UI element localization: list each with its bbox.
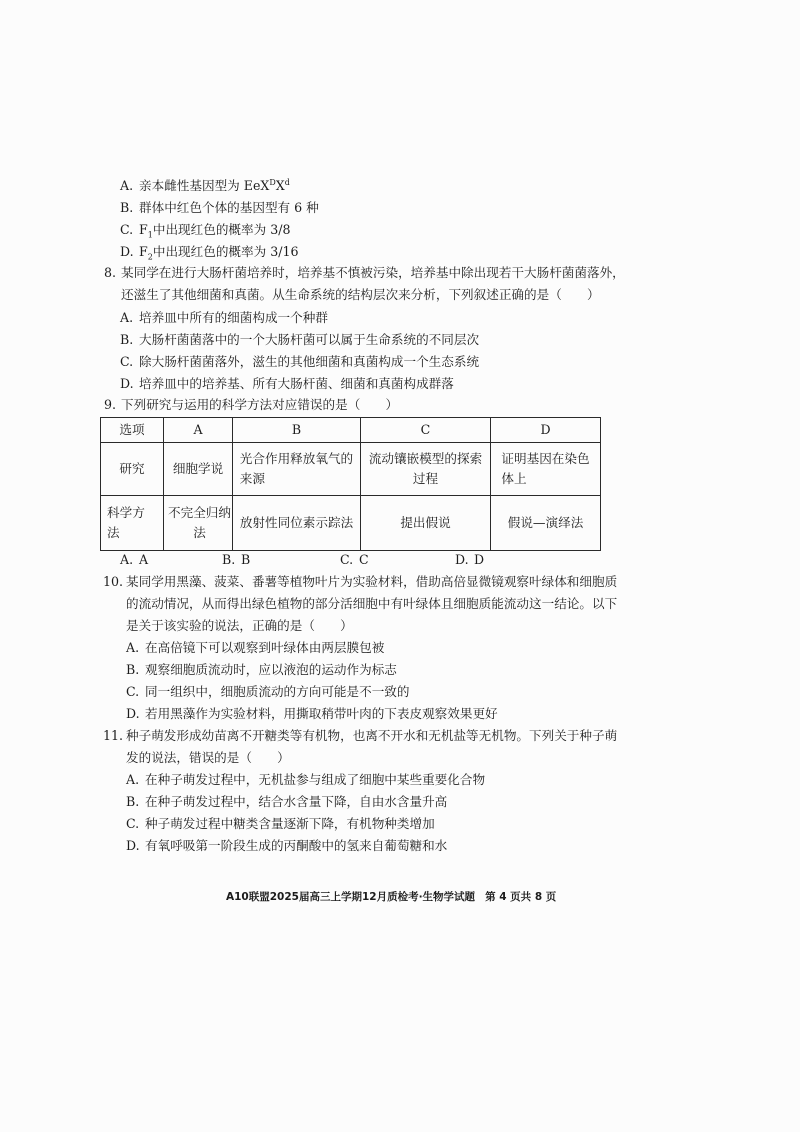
q8-option-c [120, 354, 479, 370]
q7-option-b [120, 200, 319, 216]
option-text: 在高倍镜下可以观察到叶绿体由两层膜包被 [145, 640, 385, 655]
q10-stem-line-2 [126, 596, 617, 612]
cell-text: 选项 [119, 422, 145, 437]
cell-text: 提出假说 [400, 515, 451, 530]
q8-option-d [120, 376, 454, 392]
option-text: 在种子萌发过程中，无机盐参与组成了细胞中某些重要化合物 [145, 772, 486, 787]
cell-text: 假说—演绎法 [507, 515, 584, 530]
option-label: C. [126, 684, 140, 699]
cell-text: B [291, 422, 302, 437]
option-label: B. [126, 662, 140, 677]
footer-title: A10联盟2025届高三上学期12月质检考·生物学试题 [226, 891, 476, 903]
cell-text: 放射性同位素示踪法 [239, 515, 354, 530]
question-number: 8. [104, 265, 117, 280]
q11-option-c [126, 816, 435, 832]
q11-stem-line-2 [126, 750, 290, 766]
table-row-label [101, 443, 164, 496]
option-text: 培养皿中所有的细菌构成一个种群 [139, 310, 328, 325]
question-number: 10. [103, 574, 124, 589]
question-number: 11. [103, 728, 124, 743]
cell-text: 不完全归纳法 [168, 505, 231, 540]
q9-option-d [455, 552, 484, 568]
option-text: B [241, 552, 251, 567]
option-label: B. [222, 552, 236, 567]
cell-text: 科学方法 [107, 505, 145, 540]
q8-option-b [120, 332, 479, 348]
option-text-f: F [139, 244, 148, 259]
cell-text: 研究 [119, 461, 145, 476]
cell-text: A [193, 422, 203, 437]
option-text: 培养皿中的培养基、所有大肠杆菌、细菌和真菌构成群落 [139, 376, 454, 391]
option-text: 种子萌发过程中糖类含量逐渐下降，有机物种类增加 [145, 816, 435, 831]
cell-text: 光合作用释放氧气的来源 [239, 451, 354, 486]
option-text: 群体中红色个体的基因型有 6 种 [139, 200, 319, 215]
cell-text: 流动镶嵌模型的探索过程 [368, 451, 483, 486]
table-cell-c [361, 443, 491, 496]
option-label: C. [340, 552, 354, 567]
q9-option-a [120, 552, 148, 568]
option-label: A. [126, 772, 140, 787]
option-label: A. [120, 310, 134, 325]
option-text: D [474, 552, 485, 567]
table-header-cell-d [491, 418, 601, 443]
q10-stem-line-1 [103, 574, 617, 590]
table-header-cell-c [361, 418, 491, 443]
q10-option-a [126, 640, 384, 656]
option-label: D. [126, 706, 140, 721]
table-header-row [101, 418, 601, 443]
q9-option-c [340, 552, 369, 568]
option-label: D. [455, 552, 469, 567]
option-label: D. [120, 376, 134, 391]
option-label: D. [120, 244, 134, 259]
q8-stem-line-2 [121, 287, 600, 303]
cell-text: C [420, 422, 431, 437]
q7-option-d [120, 244, 298, 260]
option-label: D. [126, 838, 140, 853]
option-text: 中出现红色的概率为 3/8 [152, 222, 291, 237]
table-cell-c [361, 496, 491, 551]
cell-text: D [540, 422, 551, 437]
option-text: C [359, 552, 369, 567]
option-text: 中出现红色的概率为 3/16 [152, 244, 299, 259]
option-text: 同一组织中，细胞质流动的方向可能是不一致的 [145, 684, 410, 699]
stem-text: 某同学用黑藻、菠菜、番薯等植物叶片为实验材料，借助高倍显微镜观察叶绿体和细胞质 [126, 574, 618, 589]
table-cell-a [164, 443, 233, 496]
cell-text: 证明基因在染色体上 [501, 451, 590, 486]
table-cell-d [491, 496, 601, 551]
option-text: A [139, 552, 149, 567]
option-label: A. [120, 178, 134, 193]
option-label: C. [120, 222, 134, 237]
table-header-cell-option [101, 418, 164, 443]
table-row-research [101, 443, 601, 496]
q7-option-a [120, 178, 290, 194]
q10-stem-line-3 [126, 618, 353, 634]
q11-option-b [126, 794, 447, 810]
option-text-x: X [275, 178, 285, 193]
option-text: 观察细胞质流动时，应以液泡的运动作为标志 [145, 662, 397, 677]
superscript-d-lower: d [284, 177, 290, 187]
q11-option-d [126, 838, 447, 854]
stem-text: 还滋生了其他细菌和真菌。从生命系统的结构层次来分析，下列叙述正确的是（ ） [121, 287, 600, 302]
cell-text: 细胞学说 [172, 461, 224, 476]
table-header-cell-b [233, 418, 361, 443]
table-row-label [101, 496, 164, 551]
page-footer [226, 889, 556, 905]
q10-option-b [126, 662, 397, 678]
stem-text: 某同学在进行大肠杆菌培养时，培养基不慎被污染，培养基中除出现若干大肠杆菌菌落外， [121, 265, 625, 280]
q11-option-a [126, 772, 485, 788]
option-text: 若用黑藻作为实验材料，用撕取稍带叶肉的下表皮观察效果更好 [145, 706, 498, 721]
q11-stem-line-1 [103, 728, 617, 744]
option-label: A. [126, 640, 140, 655]
option-text: 在种子萌发过程中，结合水含量下降，自由水含量升高 [145, 794, 448, 809]
option-text: 有氧呼吸第一阶段生成的丙酮酸中的氢来自葡萄糖和水 [145, 838, 448, 853]
option-label: B. [126, 794, 140, 809]
q8-stem-line-1 [104, 265, 625, 281]
option-text: 亲本雌性基因型为 EeX [139, 178, 270, 193]
superscript-d-upper: D [269, 177, 276, 187]
stem-text: 的流动情况，从而得出绿色植物的部分活细胞中有叶绿体且细胞质能流动这一结论。以下 [126, 596, 618, 611]
option-text: 大肠杆菌菌落中的一个大肠杆菌可以属于生命系统的不同层次 [139, 332, 480, 347]
option-text: 除大肠杆菌菌落外，滋生的其他细菌和真菌构成一个生态系统 [139, 354, 480, 369]
stem-text: 下列研究与运用的科学方法对应错误的是（ ） [121, 397, 399, 412]
option-text-f: F [139, 222, 148, 237]
option-label: B. [120, 200, 134, 215]
q9-stem [104, 397, 398, 413]
option-label: A. [120, 552, 134, 567]
table-cell-b [233, 496, 361, 551]
option-label: C. [126, 816, 140, 831]
subscript-1: 1 [147, 230, 153, 240]
option-label: B. [120, 332, 134, 347]
q10-option-c [126, 684, 409, 700]
table-header-cell-a [164, 418, 233, 443]
table-row-method [101, 496, 601, 551]
table-cell-a [164, 496, 233, 551]
question-number: 9. [104, 397, 117, 412]
table-cell-b [233, 443, 361, 496]
stem-text: 发的说法，错误的是（ ） [126, 750, 290, 765]
q9-option-b [222, 552, 250, 568]
stem-text: 是关于该实验的说法，正确的是（ ） [126, 618, 353, 633]
q7-option-c [120, 222, 290, 238]
q10-option-d [126, 706, 498, 722]
stem-text: 种子萌发形成幼苗离不开糖类等有机物，也离不开水和无机盐等无机物。下列关于种子萌 [126, 728, 618, 743]
option-label: C. [120, 354, 134, 369]
q8-option-a [120, 310, 328, 326]
table-cell-d [491, 443, 601, 496]
footer-page-number: 第 4 页共 8 页 [485, 891, 557, 903]
q9-method-table [100, 417, 601, 551]
subscript-2: 2 [147, 252, 153, 262]
